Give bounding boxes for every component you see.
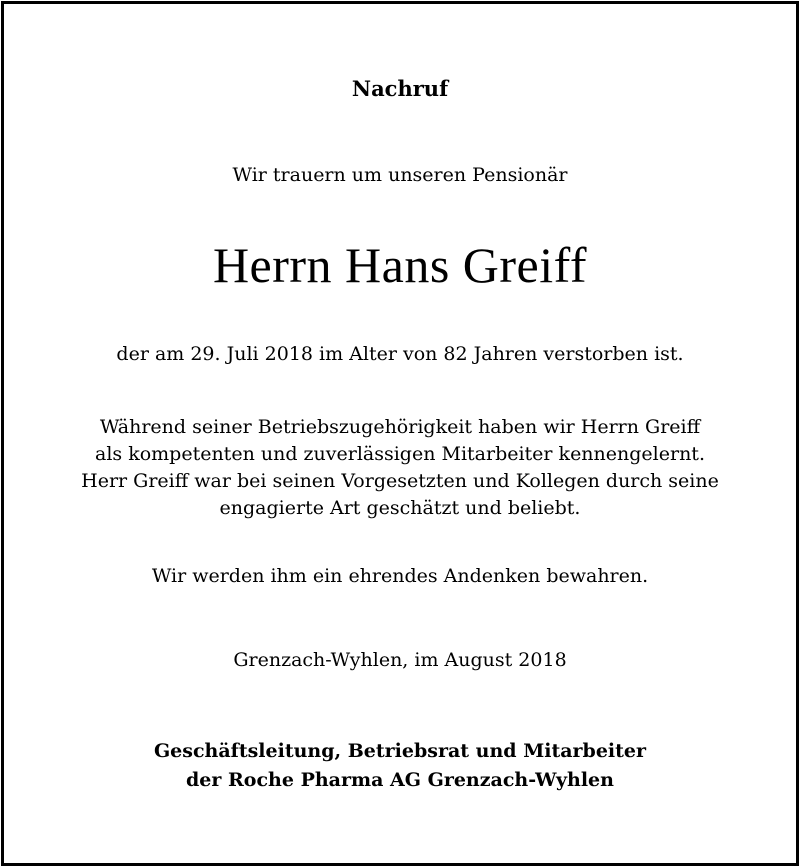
signature-block (0, 737, 800, 795)
tribute-line: Herr Greiff war bei seinen Vorgesetzten und Kollegen durch seine (81, 470, 719, 492)
place-date: Grenzach-Wyhlen, im August 2018 (233, 649, 567, 671)
tribute-line: Während seiner Betriebszugehörigkeit haben wir Herrn Greiff (99, 416, 701, 438)
remembrance-text: Wir werden ihm ein ehrendes Andenken bewahren. (151, 565, 649, 587)
tribute-line: engagierte Art geschätzt und beliebt. (219, 497, 581, 519)
death-details: der am 29. Juli 2018 im Alter von 82 Jahren verstorben ist. (116, 343, 684, 365)
tribute-paragraph (0, 414, 800, 522)
deceased-name: Herrn Hans Greiff (212, 237, 588, 293)
notice-heading: Nachruf (351, 76, 449, 101)
intro-text: Wir trauern um unseren Pensionär (232, 164, 568, 186)
signature-line: der Roche Pharma AG Grenzach-Wyhlen (186, 769, 614, 791)
signature-line: Geschäftsleitung, Betriebsrat und Mitarbeiter (153, 740, 647, 762)
tribute-line: als kompetenten und zuverlässigen Mitarbeiter kennengelernt. (95, 443, 705, 465)
